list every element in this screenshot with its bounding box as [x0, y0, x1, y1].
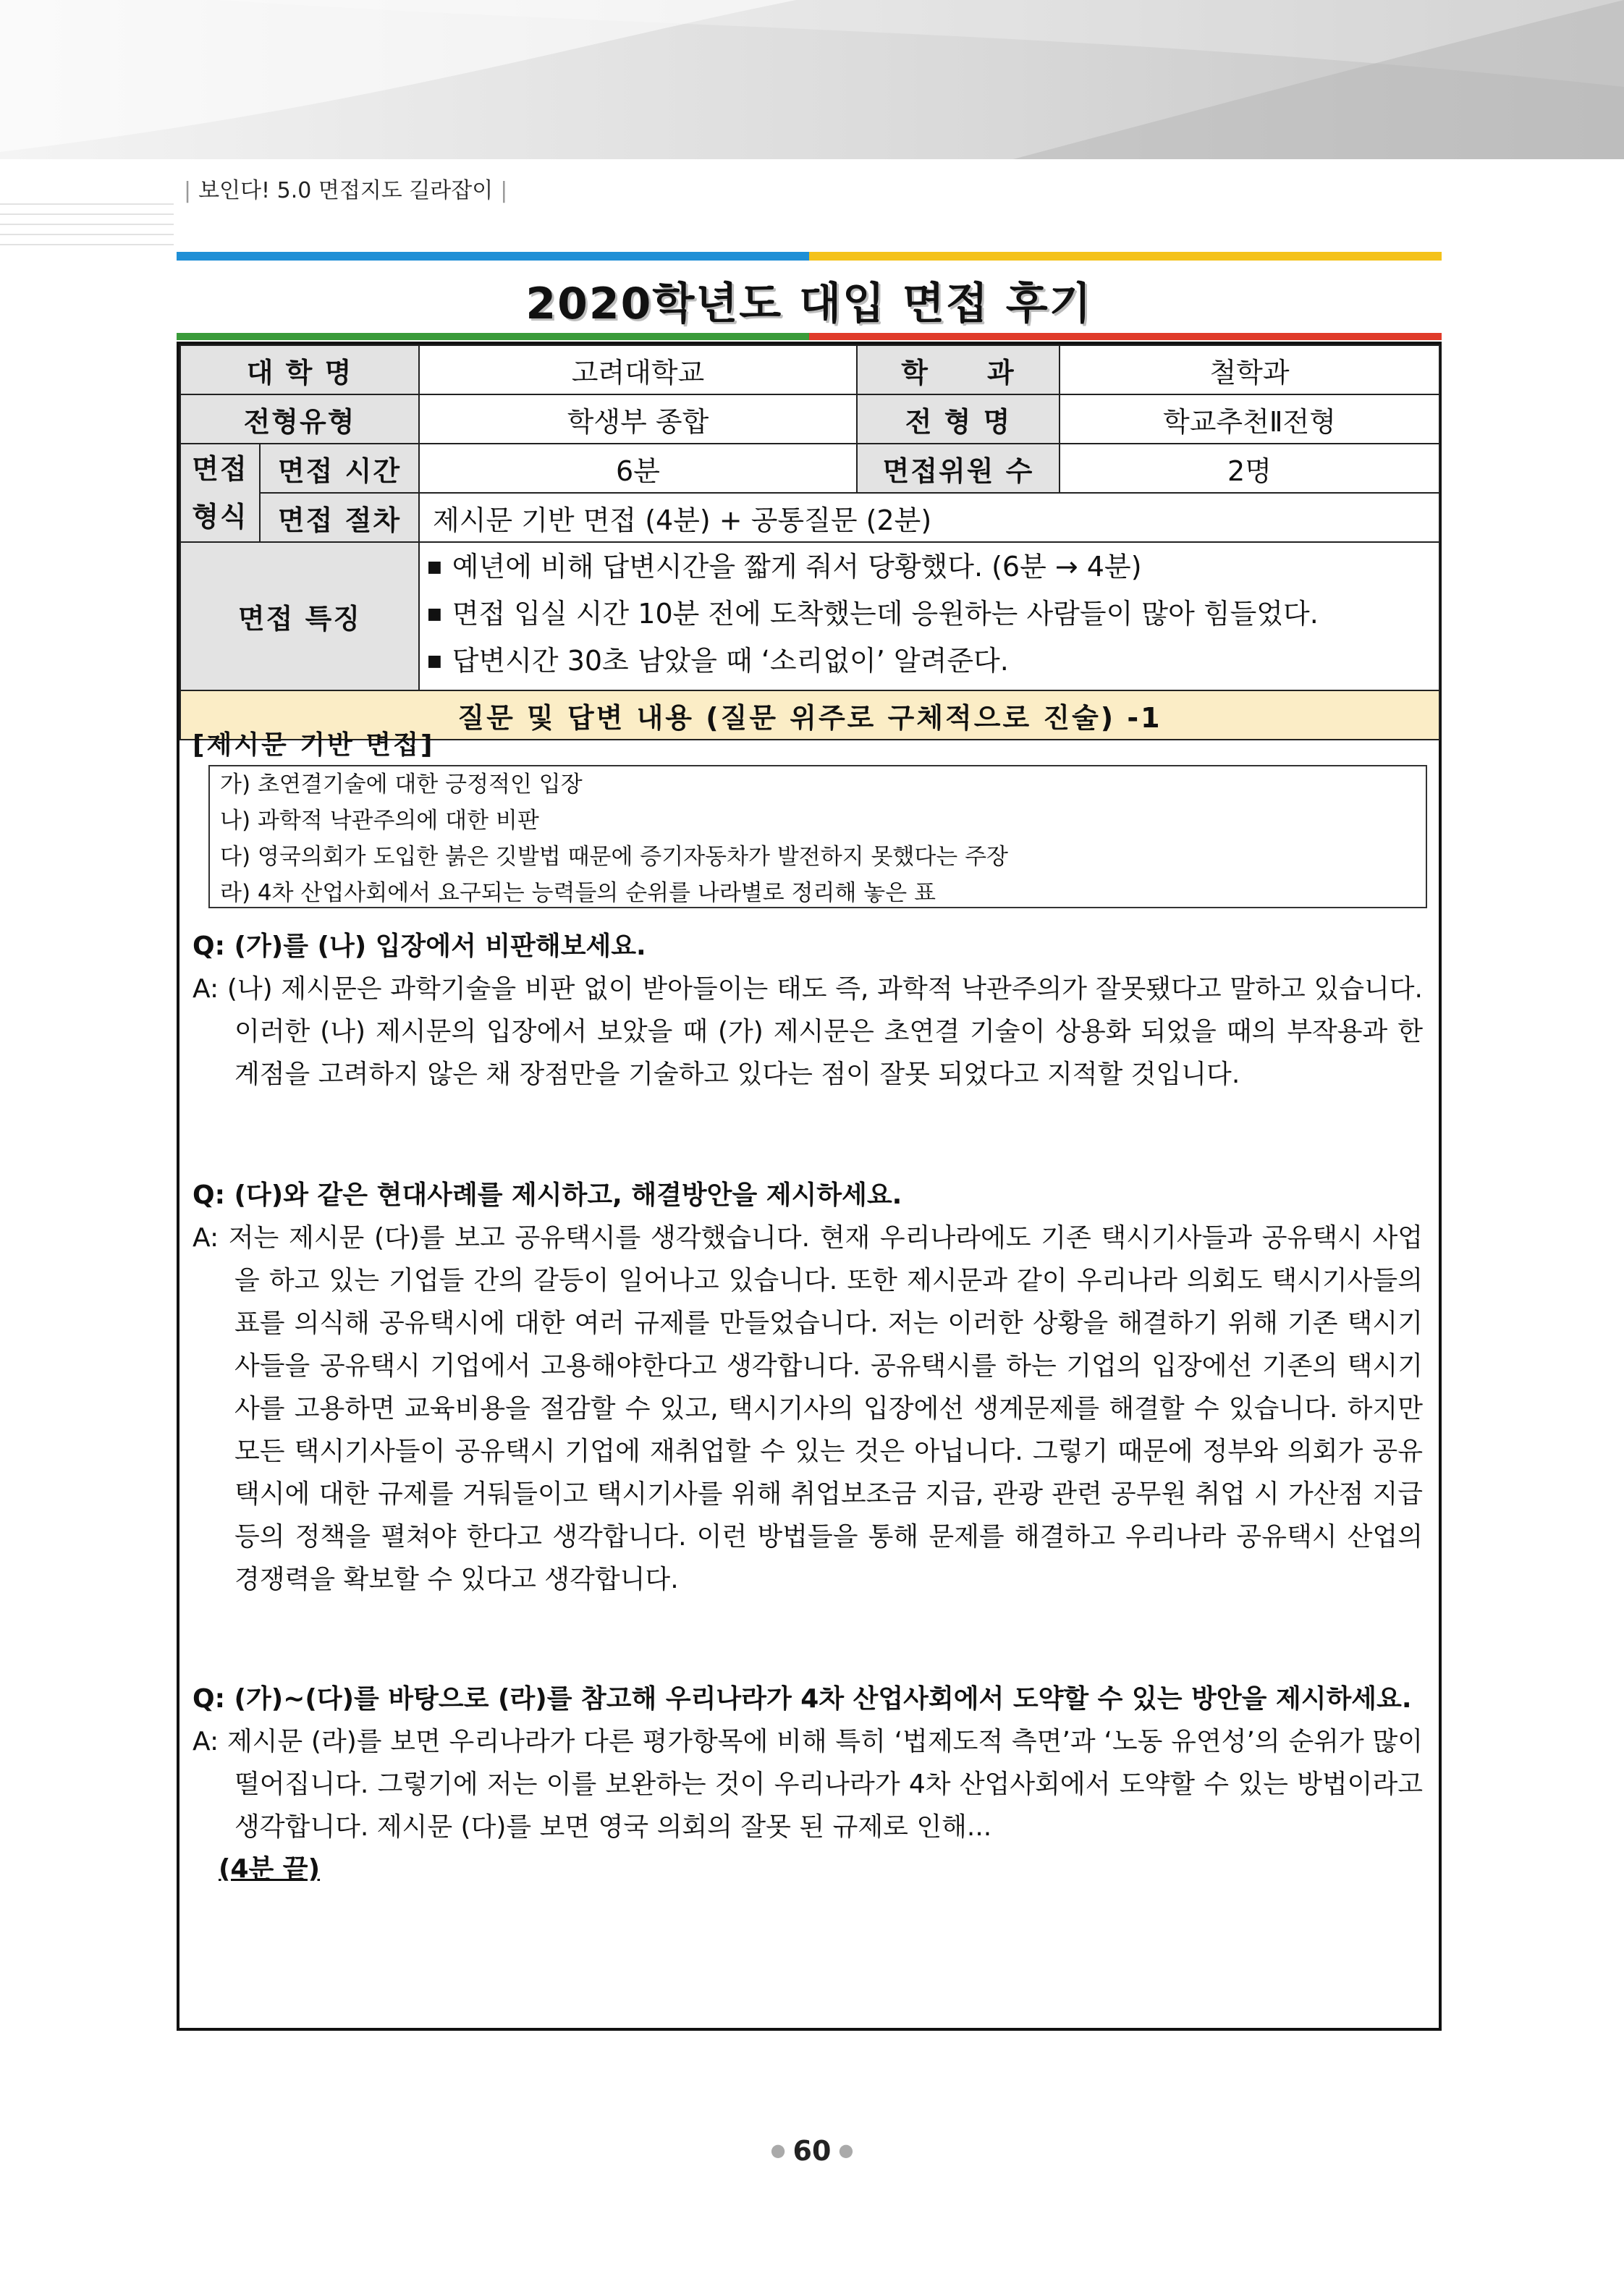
- format-label-line-2: 형식: [192, 501, 248, 533]
- table-row: [180, 345, 1439, 394]
- dept-value: 철학과: [1060, 345, 1439, 394]
- univ-label: 대 학 명: [180, 345, 419, 394]
- answer-3: A: 제시문 (라)를 보면 우리나라가 다른 평가항목에 비해 특히 ‘법제도적 측면’과 ‘노동 유연성’의 순위가 많이 떨어집니다. 그렇기에 저는 이를 보완하는 것이 우리나라가 4차 산업사회에서 도약할 수 있는 방법이라고 생각합니다. 제시문 (다)를 보면 영국 의회의 잘못 된 규제로 인해...: [193, 1727, 1423, 1842]
- color-bar-green: [177, 333, 809, 340]
- answer-1: A: (나) 제시문은 과학기술을 비판 없이 받아들이는 태도 즉, 과학적 낙관주의가 잘못됐다고 말하고 있습니다. 이러한 (나) 제시문의 입장에서 보았을 때 (가) 제시문은 초연결 기술이 상용화 되었을 때의 부작용과 한계점을 고려하지 않은 채 장점만을 기술하고 있다는 점이 잘못 되었다고 지적할 것입니다.: [193, 974, 1423, 1089]
- header-separator-right: |: [500, 178, 508, 203]
- passage-item: 다) 영국의회가 도입한 붉은 깃발법 때문에 증기자동차가 발전하지 못했다는 주장: [220, 844, 1008, 870]
- feature-item: ■ 예년에 비해 답변시간을 짧게 줘서 당황했다. (6분 → 4분): [427, 546, 1431, 593]
- type-value: 학생부 종합: [419, 394, 857, 444]
- review-frame: [177, 342, 1442, 2031]
- page-number: [0, 2135, 1624, 2167]
- time-label: 면접 시간: [260, 444, 419, 493]
- passage-item: 가) 초연결기술에 대한 긍정적인 입장: [220, 771, 583, 798]
- table-row: [180, 542, 1439, 690]
- header-separator-left: |: [184, 178, 192, 203]
- color-bar-red: [809, 333, 1442, 340]
- time-value: 6분: [419, 444, 857, 493]
- question-3: Q: (가)~(다)를 바탕으로 (라)를 참고해 우리나라가 4차 산업사회에서 도약할 수 있는 방안을 제시하세요.: [193, 1684, 1412, 1714]
- feature-item: ■ 면접 입실 시간 10분 전에 도착했는데 응원하는 사람들이 많아 힘들었다.: [427, 593, 1431, 640]
- series-header: [177, 172, 515, 204]
- interviewers-value: 2명: [1060, 444, 1439, 493]
- interviewers-label: 면접위원 수: [857, 444, 1060, 493]
- question-2: Q: (다)와 같은 현대사례를 제시하고, 해결방안을 제시하세요.: [193, 1180, 902, 1210]
- color-bar-yellow: [809, 252, 1442, 261]
- series-label: 보인다! 5.0 면접지도 길라잡이: [198, 178, 494, 203]
- procedure-value: 제시문 기반 면접 (4분) + 공통질문 (2분): [419, 493, 1439, 542]
- header-decoration: [0, 0, 1624, 246]
- table-row: [180, 493, 1439, 542]
- table-row: [180, 444, 1439, 493]
- features-label: 면접 특징: [180, 542, 419, 690]
- page-number-value: 60: [792, 2135, 832, 2167]
- type-label: 전형유형: [180, 394, 419, 444]
- qa-section-header: 질문 및 답변 내용 (질문 위주로 구체적으로 진술) -1: [180, 690, 1439, 740]
- dept-label: 학 과: [857, 345, 1060, 394]
- title-top-color-bar: [177, 252, 1442, 261]
- answer-2: A: 저는 제시문 (다)를 보고 공유택시를 생각했습니다. 현재 우리나라에도 기존 택시기사들과 공유택시 사업을 하고 있는 기업들 간의 갈등이 일어나고 있습니다. 또한 제시문과 같이 우리나라 의회도 택시기사들의 표를 의식해 공유택시에 대한 여러 규제를 만들었습니다. 저는 이러한 상황을 해결하기 위해 기존 택시기사들을 공유택시 기업에서 고용해야한다고 생각합니다. 공유택시를 하는 기업의 입장에선 기존의 택시기사를 고용하면 교육비용을 절감할 수 있고, 택시기사의 입장에선 생계문제를 해결할 수 있습니다. 하지만 모든 택시기사들이 공유택시 기업에 재취업할 수 있는 것은 아닙니다. 그렇기 때문에 정부와 의회가 공유택시에 대한 규제를 거둬들이고 택시기사를 위해 취업보조금 지급, 관광 관련 공무원 취업 시 가산점 지급 등의 정책을 펼쳐야 한다고 생각합니다. 이런 방법들을 통해 문제를 해결하고 우리나라 공유택시 산업의 경쟁력을 확보할 수 있다고 생각합니다.: [193, 1223, 1423, 1594]
- qa-block-2: [193, 1175, 1423, 1601]
- table-row: [180, 394, 1439, 444]
- procedure-label: 면접 절차: [260, 493, 419, 542]
- format-label: [180, 444, 260, 542]
- question-1: Q: (가)를 (나) 입장에서 비판해보세요.: [193, 931, 646, 961]
- passage-box: [208, 765, 1427, 908]
- qa-block-1: [193, 926, 1423, 1096]
- end-note: (4분 끝): [219, 1854, 321, 1884]
- admission-label: 전 형 명: [857, 394, 1060, 444]
- feature-item: ■ 답변시간 30초 남았을 때 ‘소리없이’ 알려준다.: [427, 640, 1431, 687]
- passage-item: 나) 과학적 낙관주의에 대한 비판: [220, 808, 539, 834]
- format-label-line-1: 면접: [192, 453, 248, 485]
- dot-icon: ●: [770, 2140, 786, 2160]
- univ-value: 고려대학교: [419, 345, 857, 394]
- document-title: 2020학년도 대입 면접 후기: [525, 279, 1093, 329]
- interview-info-table: [179, 344, 1440, 740]
- dot-icon: ●: [838, 2140, 854, 2160]
- admission-value: 학교추천Ⅱ전형: [1060, 394, 1439, 444]
- qa-block-3: [193, 1678, 1423, 1890]
- section-label: [제시문 기반 면접]: [193, 730, 435, 760]
- passage-item: 라) 4차 산업사회에서 요구되는 능력들의 순위를 나라별로 정리해 놓은 표: [220, 880, 936, 906]
- color-bar-blue: [177, 252, 809, 261]
- title-bottom-color-bar: [177, 333, 1442, 340]
- features-list: [419, 542, 1439, 690]
